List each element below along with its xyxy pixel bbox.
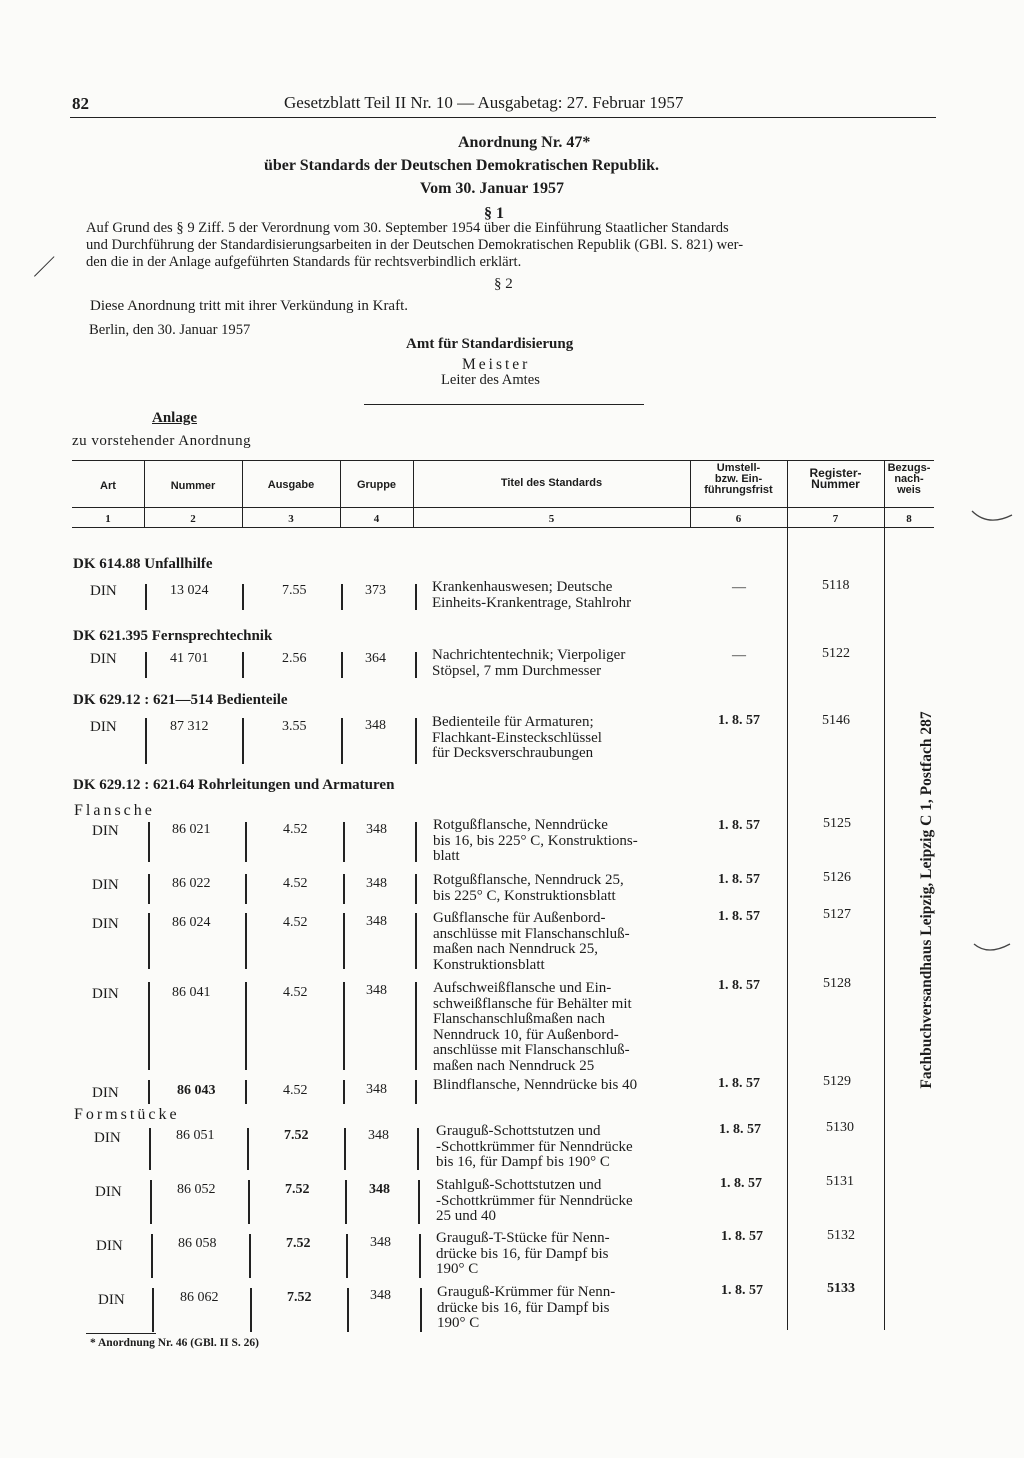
row-separator: [415, 1080, 417, 1104]
cell-titel-line: Rotgußflansche, Nenndruck 25,: [433, 872, 624, 888]
subsection-heading: Flansche: [74, 802, 155, 819]
header-gruppe: Gruppe: [356, 479, 397, 491]
cell-ausgabe: 7.52: [285, 1182, 310, 1197]
authority: Amt für Standardisierung: [406, 336, 574, 352]
row-separator: [245, 822, 247, 862]
cell-frist: 1. 8. 57: [718, 872, 760, 887]
row-separator: [415, 718, 417, 764]
cell-gruppe: 348: [366, 1082, 387, 1097]
cell-ausgabe: 4.52: [283, 876, 308, 891]
cell-nummer: 86 024: [172, 915, 211, 930]
cell-nummer: 87 312: [170, 719, 209, 734]
row-separator: [415, 913, 417, 969]
column-number: 2: [190, 513, 196, 525]
row-separator: [245, 982, 247, 1070]
column-number: 1: [105, 513, 111, 525]
header-register: [787, 468, 884, 490]
header-ausgabe: Ausgabe: [267, 479, 315, 491]
row-separator: [420, 1288, 422, 1332]
row-separator: [148, 874, 150, 904]
cell-titel-line: drücke bis 16, für Dampf bis: [437, 1299, 610, 1316]
cell-gruppe: 348: [366, 876, 387, 891]
header-bezug-line: nach-: [894, 473, 924, 485]
header-frist-line: bzw. Ein-: [714, 473, 763, 485]
header-bezug-line: weis: [897, 484, 921, 496]
cell-gruppe: 348: [366, 914, 387, 929]
cell-titel-line: maßen nach Nenndruck 25,: [433, 941, 598, 957]
margin-pen-mark: [34, 256, 55, 277]
row-separator: [245, 913, 247, 969]
margin-mark: [970, 938, 1020, 958]
table-top-rule: [72, 460, 934, 461]
cell-art: DIN: [90, 719, 117, 735]
row-separator: [345, 1180, 347, 1224]
row-separator: [145, 652, 147, 678]
row-separator: [415, 652, 417, 678]
cell-nummer: 13 024: [170, 583, 209, 598]
cell-ausgabe: 4.52: [283, 822, 308, 837]
decree-title: Anordnung Nr. 47*: [458, 134, 591, 151]
signer: Meister: [462, 356, 531, 373]
row-separator: [245, 874, 247, 904]
row-separator: [418, 1180, 420, 1224]
cell-nummer: 86 058: [178, 1236, 217, 1251]
cell-nummer: 41 701: [170, 651, 209, 666]
annex-title: Anlage: [152, 410, 197, 426]
row-separator: [346, 1234, 348, 1278]
cell-gruppe: 348: [366, 983, 387, 998]
row-separator: [415, 874, 417, 904]
cell-ausgabe: 4.52: [283, 1083, 308, 1098]
cell-titel-line: Konstruktionsblatt: [433, 956, 545, 973]
section-heading: DK 614.88 Unfallhilfe: [73, 556, 213, 572]
header-bezug-line: Bezugs-: [887, 462, 931, 474]
header-register-line: Register-: [809, 466, 862, 480]
cell-register: 5126: [823, 870, 851, 885]
annex-subtitle: zu vorstehender Anordnung: [72, 433, 252, 449]
section-1-line-3: den die in der Anlage aufgeführten Standards für rechtsverbindlich erklärt.: [86, 254, 522, 270]
cell-nummer: 86 041: [172, 985, 211, 1000]
row-separator: [341, 584, 343, 610]
table-header-rule: [72, 507, 934, 508]
cell-titel-line: Grauguß-Krümmer für Nenn-: [437, 1284, 616, 1300]
cell-gruppe: 348: [366, 822, 387, 837]
cell-titel-line: Stöpsel, 7 mm Durchmesser: [432, 662, 602, 679]
cell-gruppe: 348: [370, 1235, 391, 1250]
footnote-rule: [86, 1333, 156, 1334]
page-number: 82: [72, 94, 89, 113]
cell-gruppe: 348: [370, 1288, 391, 1303]
running-title: Gesetzblatt Teil II Nr. 10 — Ausgabetag: 27. Februar 1957: [284, 93, 684, 112]
row-separator: [145, 718, 147, 764]
margin-mark: [968, 505, 1018, 527]
cell-ausgabe: 7.55: [282, 583, 307, 598]
header-frist-line: führungsfrist: [704, 484, 773, 496]
column-number: 3: [288, 513, 294, 525]
row-separator: [148, 982, 150, 1070]
row-separator: [341, 652, 343, 678]
section-1-line-1: Auf Grund des § 9 Ziff. 5 der Verordnung vom 30. September 1954 über die Einführung Staatlicher Standards: [86, 220, 729, 236]
row-separator: [151, 1234, 153, 1278]
cell-frist: 1. 8. 57: [721, 1229, 763, 1244]
column-number: 4: [373, 513, 380, 525]
cell-ausgabe: 4.52: [283, 915, 308, 930]
cell-art: DIN: [92, 877, 119, 893]
row-separator: [148, 913, 150, 969]
footnote: * Anordnung Nr. 46 (GBl. II S. 26): [90, 1337, 259, 1349]
section-2-heading: § 2: [494, 276, 513, 292]
row-separator: [415, 584, 417, 610]
cell-titel-line: Gußflansche für Außenbord-: [433, 910, 606, 926]
section-1-heading: § 1: [484, 205, 504, 222]
cell-titel-line: 190° C: [436, 1261, 479, 1277]
cell-ausgabe: 3.55: [282, 719, 307, 734]
column-number: 5: [548, 513, 555, 525]
cell-titel-line: Stahlguß-Schottstutzen und: [436, 1177, 602, 1193]
cell-nummer: 86 022: [172, 876, 211, 891]
cell-nummer: 86 021: [172, 822, 211, 837]
cell-art: DIN: [98, 1292, 125, 1308]
row-separator: [343, 822, 345, 862]
cell-frist: 1. 8. 57: [718, 1076, 760, 1091]
header-art: Art: [100, 480, 116, 492]
row-separator: [415, 982, 417, 1070]
cell-frist: 1. 8. 57: [721, 1283, 763, 1298]
cell-ausgabe: 2.56: [282, 651, 307, 666]
cell-gruppe: 348: [369, 1182, 390, 1197]
cell-nummer: 86 052: [177, 1182, 216, 1197]
cell-register: 5133: [827, 1281, 855, 1296]
cell-titel-line: Bedienteile für Armaturen;: [432, 714, 594, 730]
cell-titel-line: Grauguß-T-Stücke für Nenn-: [436, 1230, 610, 1246]
row-separator: [242, 584, 244, 610]
header-bezug: [884, 463, 934, 496]
col-divider: [884, 460, 885, 1330]
cell-titel-line: blatt: [433, 848, 460, 864]
cell-titel-line: Einheits-Krankentrage, Stahlrohr: [432, 594, 632, 611]
cell-titel-line: anschlüsse mit Flanschanschluß-: [433, 925, 630, 942]
column-number: 8: [906, 513, 912, 525]
cell-titel-line: 25 und 40: [436, 1208, 496, 1224]
cell-nummer: 86 062: [180, 1290, 219, 1305]
row-separator: [417, 1128, 419, 1170]
cell-art: DIN: [96, 1238, 123, 1254]
cell-art: DIN: [94, 1130, 121, 1146]
cell-titel-line: Flanschanschlußmaßen nach: [433, 1011, 606, 1027]
annex-divider: [364, 404, 644, 405]
col-divider: [787, 460, 788, 1330]
cell-frist: —: [732, 580, 746, 595]
cell-titel-line: bis 16, für Dampf bis 190° C: [436, 1154, 610, 1170]
section-2-text: Diese Anordnung tritt mit ihrer Verkündung in Kraft.: [90, 298, 409, 314]
cell-titel-line: für Decksverschraubungen: [432, 745, 594, 761]
cell-art: DIN: [92, 823, 119, 839]
table-colnum-rule: [72, 527, 934, 528]
row-separator: [242, 652, 244, 678]
cell-titel-line: Krankenhauswesen; Deutsche: [432, 579, 613, 595]
cell-frist: 1. 8. 57: [719, 1122, 761, 1137]
cell-register: 5122: [822, 646, 850, 661]
cell-frist: —: [732, 648, 746, 663]
cell-register: 5146: [822, 713, 850, 728]
cell-titel-line: bis 16, bis 225° C, Konstruktions-: [433, 832, 638, 849]
row-separator: [343, 874, 345, 904]
cell-gruppe: 348: [365, 718, 386, 733]
section-heading: DK 629.12 : 621.64 Rohrleitungen und Armaturen: [73, 777, 395, 793]
row-separator: [149, 1128, 151, 1170]
section-heading: DK 621.395 Fernsprechtechnik: [73, 628, 273, 644]
cell-register: 5128: [823, 976, 851, 991]
decree-date: Vom 30. Januar 1957: [420, 180, 565, 197]
cell-register: 5132: [827, 1228, 855, 1243]
subsection-heading: Formstücke: [74, 1106, 180, 1123]
cell-register: 5131: [826, 1174, 854, 1189]
row-separator: [148, 1080, 150, 1104]
cell-frist: 1. 8. 57: [718, 909, 760, 924]
section-heading: DK 629.12 : 621—514 Bedienteile: [73, 692, 288, 708]
row-separator: [343, 982, 345, 1070]
cell-titel-line: maßen nach Nenndruck 25: [433, 1057, 595, 1074]
header-titel: Titel des Standards: [500, 477, 603, 489]
cell-nummer: 86 051: [176, 1128, 215, 1143]
decree-subtitle: über Standards der Deutschen Demokratischen Republik.: [264, 157, 660, 174]
vertical-side-text: Fachbuchversandhaus Leipzig, Leipzig C 1, Postfach 287: [918, 711, 935, 1089]
cell-gruppe: 373: [365, 583, 386, 598]
cell-nummer: 86 043: [177, 1083, 216, 1098]
cell-titel-line: Grauguß-Schottstutzen und: [436, 1123, 601, 1139]
row-separator: [152, 1288, 154, 1332]
cell-art: DIN: [92, 1085, 119, 1101]
cell-register: 5118: [822, 578, 850, 593]
row-separator: [419, 1234, 421, 1278]
column-number: 7: [832, 513, 839, 525]
row-separator: [250, 1288, 252, 1332]
cell-ausgabe: 4.52: [283, 985, 308, 1000]
row-separator: [347, 1288, 349, 1332]
cell-titel-line: Aufschweißflansche und Ein-: [433, 980, 612, 996]
cell-ausgabe: 7.52: [284, 1128, 309, 1143]
cell-titel-line: Nenndruck 10, für Außenbord-: [433, 1026, 619, 1043]
cell-ausgabe: 7.52: [286, 1236, 311, 1251]
place-and-date: Berlin, den 30. Januar 1957: [89, 322, 251, 338]
row-separator: [242, 718, 244, 764]
cell-titel-line: Blindflansche, Nenndrücke bis 40: [433, 1077, 638, 1093]
cell-titel-line: Nachrichtentechnik; Vierpoliger: [432, 647, 626, 663]
cell-titel-line: -Schottkrümmer für Nenndrücke: [436, 1192, 633, 1209]
row-separator: [343, 1080, 345, 1104]
cell-titel-line: -Schottkrümmer für Nenndrücke: [436, 1138, 633, 1155]
cell-gruppe: 364: [365, 651, 386, 666]
row-separator: [150, 1180, 152, 1224]
cell-register: 5127: [823, 907, 851, 922]
header-frist: [690, 463, 787, 496]
cell-art: DIN: [90, 583, 117, 599]
row-separator: [145, 584, 147, 610]
cell-frist: 1. 8. 57: [720, 1176, 762, 1191]
cell-art: DIN: [95, 1184, 122, 1200]
header-frist-line: Umstell-: [716, 462, 761, 474]
cell-frist: 1. 8. 57: [718, 713, 760, 728]
column-number: 6: [735, 513, 742, 525]
row-separator: [343, 913, 345, 969]
cell-titel-line: Flachkant-Einsteckschlüssel: [432, 729, 602, 746]
cell-art: DIN: [90, 651, 117, 667]
cell-titel-line: Rotgußflansche, Nenndrücke: [433, 817, 608, 833]
signer-role: Leiter des Amtes: [441, 372, 540, 388]
cell-frist: 1. 8. 57: [718, 818, 760, 833]
header-nummer: Nummer: [170, 480, 216, 492]
cell-titel-line: drücke bis 16, für Dampf bis: [436, 1245, 609, 1262]
cell-gruppe: 348: [368, 1128, 389, 1143]
row-separator: [248, 1180, 250, 1224]
row-separator: [247, 1128, 249, 1170]
cell-register: 5130: [826, 1120, 854, 1135]
row-separator: [249, 1234, 251, 1278]
cell-register: 5129: [823, 1074, 851, 1089]
row-separator: [415, 822, 417, 862]
cell-titel-line: bis 225° C, Konstruktionsblatt: [433, 887, 616, 904]
row-separator: [148, 822, 150, 862]
cell-titel-line: schweißflansche für Behälter mit: [433, 995, 632, 1012]
row-separator: [245, 1080, 247, 1104]
row-separator: [341, 718, 343, 764]
cell-art: DIN: [92, 916, 119, 932]
cell-register: 5125: [823, 816, 851, 831]
cell-art: DIN: [92, 986, 119, 1002]
header-rule: [70, 117, 936, 118]
cell-titel-line: anschlüsse mit Flanschanschluß-: [433, 1042, 630, 1058]
header-register-line: Nummer: [811, 477, 860, 491]
section-1-line-2: und Durchführung der Standardisierungsarbeiten in der Deutschen Demokratischen Republik (GBl. S. 821) wer-: [86, 237, 744, 253]
cell-titel-line: 190° C: [437, 1315, 480, 1331]
row-separator: [344, 1128, 346, 1170]
cell-frist: 1. 8. 57: [718, 978, 760, 993]
cell-ausgabe: 7.52: [287, 1290, 312, 1305]
